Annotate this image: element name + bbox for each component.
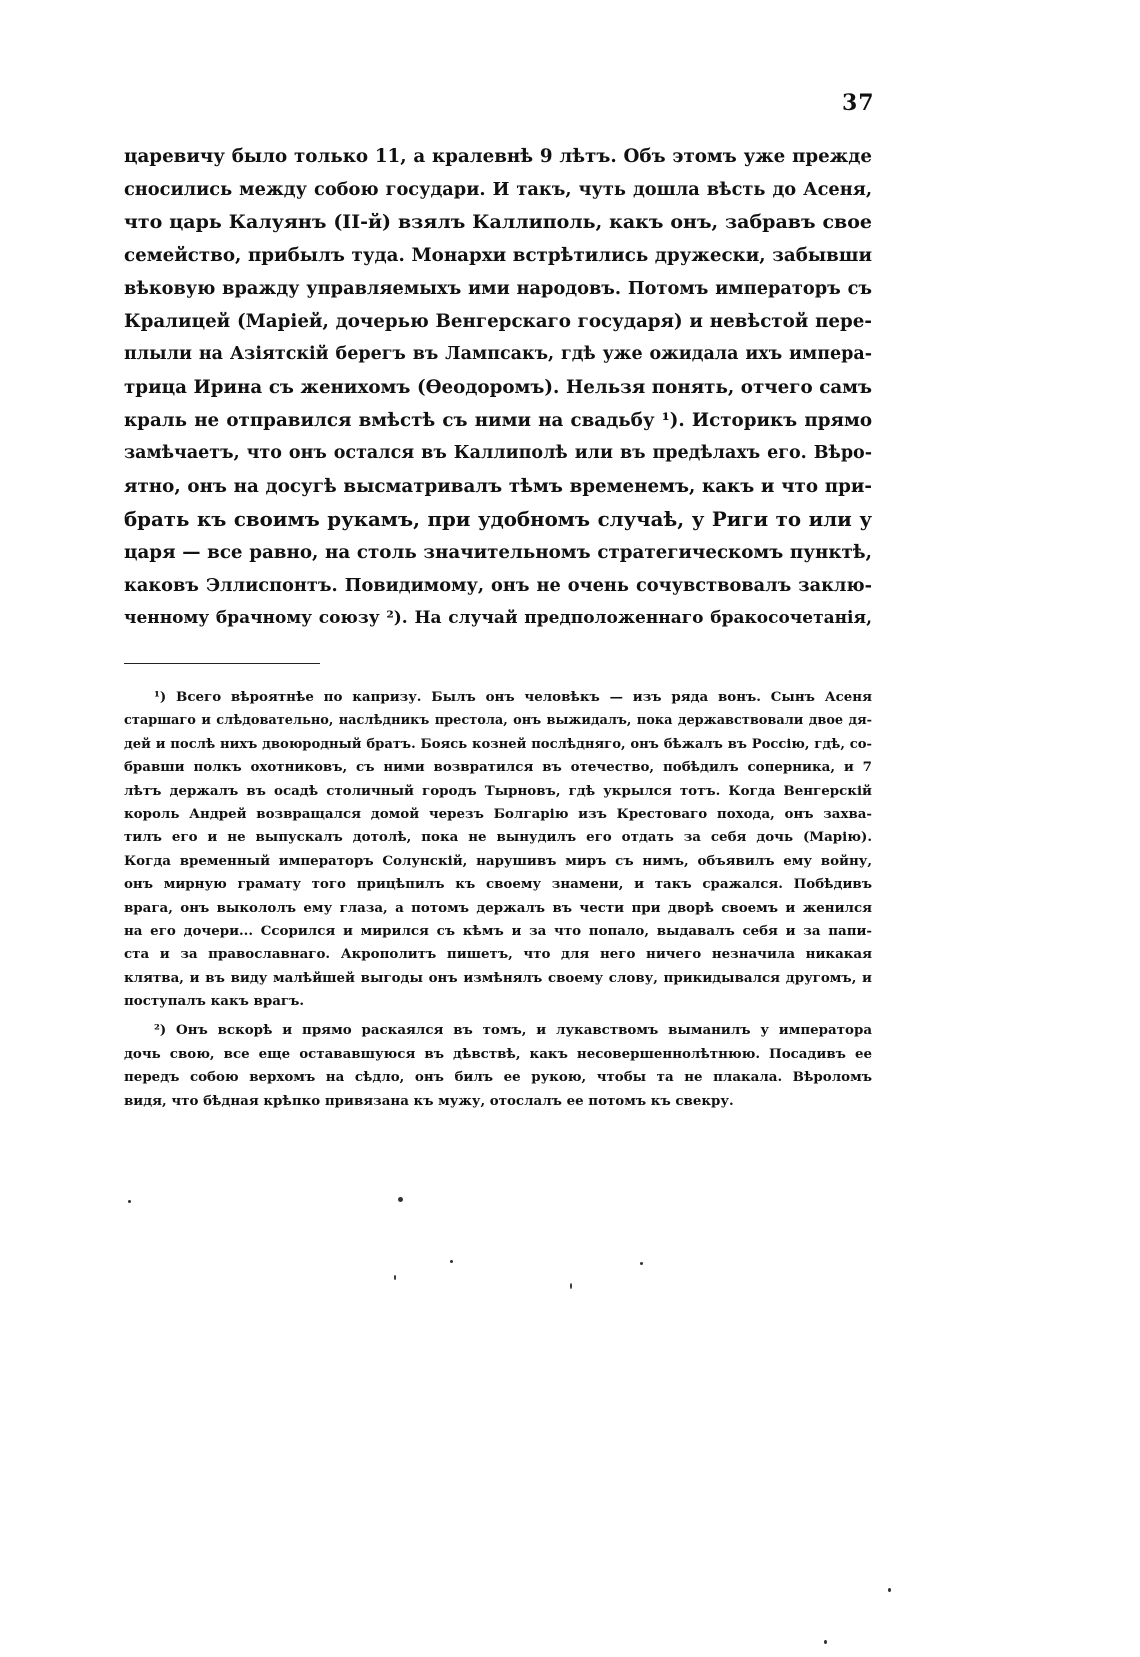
footnote-1 xyxy=(124,686,872,1013)
text-line: ятно, онъ на досугѣ высматривалъ тѣмъ временемъ, какъ и что при- xyxy=(124,476,872,497)
scan-speck xyxy=(394,1275,396,1280)
footnote-line: онъ мирную грамату того прицѣпилъ къ своему знамени, и такъ сражался. Побѣдивъ xyxy=(124,876,872,893)
text-line: брать къ своимъ рукамъ, при удобномъ случаѣ, у Риги то или у xyxy=(124,507,872,531)
main-text xyxy=(124,140,872,635)
footnote-line: дей и послѣ нихъ двоюродный братъ. Боясь козней послѣдняго, онъ бѣжалъ въ Россію, гдѣ, со- xyxy=(124,736,872,752)
scan-speck xyxy=(570,1283,572,1289)
text-line: царя — все равно, на столь значительномъ стратегическомъ пунктѣ, xyxy=(124,542,872,563)
footnote-line: ²) Онъ вскорѣ и прямо раскаялся въ томъ, и лукавствомъ выманилъ у императора xyxy=(154,1022,872,1039)
footnote-line: видя, что бѣдная крѣпко привязана къ мужу, отослалъ ее потомъ къ свекру. xyxy=(124,1092,734,1109)
footnote-separator xyxy=(124,663,320,664)
footnote-2 xyxy=(124,1019,872,1113)
footnote-line: старшаго и слѣдовательно, наслѣдникъ престола, онъ выжидалъ, пока державствовали двое дя- xyxy=(124,713,872,729)
text-line: царевичу было только 11, а кралевнѣ 9 лѣтъ. Объ этомъ уже прежде xyxy=(124,146,872,167)
scan-speck xyxy=(450,1260,453,1263)
text-line: вѣковую вражду управляемыхъ ими народовъ. Потомъ императоръ съ xyxy=(124,278,872,299)
text-line: Кралицей (Маріей, дочерью Венгерскаго государя) и невѣстой пере- xyxy=(124,311,872,332)
footnote-line: тилъ его и не выпускалъ дотолѣ, пока не вынудилъ его отдать за себя дочь (Марію). xyxy=(124,829,872,846)
footnote-line: Когда временный императоръ Солунскій, нарушивъ миръ съ нимъ, объявилъ ему войну, xyxy=(124,852,872,869)
footnote-line: дочь свою, все еще остававшуюся въ дѣвствѣ, какъ несовершеннолѣтнюю. Посадивъ ее xyxy=(124,1045,872,1062)
scan-speck xyxy=(824,1640,827,1644)
footnotes xyxy=(124,686,872,1113)
text-line: каковъ Эллиспонтъ. Повидимому, онъ не очень сочувствовалъ заклю- xyxy=(124,575,872,596)
footnote-line: на его дочери... Ссорился и мирился съ кѣмъ и за что попало, выдавалъ себя и за папи- xyxy=(124,922,872,939)
scan-speck xyxy=(398,1197,403,1202)
text-line: замѣчаетъ, что онъ остался въ Каллиполѣ или въ предѣлахъ его. Вѣро- xyxy=(124,443,872,463)
text-line: сносились между собою государи. И такъ, чуть дошла вѣсть до Асеня, xyxy=(124,179,872,200)
text-line: ченному брачному союзу ²). На случай предположеннаго бракосочетанія, xyxy=(124,608,872,628)
footnote-line: ста и за православнаго. Акрополитъ пишетъ, что для него ничего незначила никакая xyxy=(124,946,872,963)
footnote-line: врага, онъ выкололъ ему глаза, а потомъ держалъ въ чести при дворѣ своемъ и женился xyxy=(124,899,872,916)
text-line: семейство, прибылъ туда. Монархи встрѣтились дружески, забывши xyxy=(124,245,872,266)
scan-speck xyxy=(128,1200,131,1203)
text-line: плыли на Азіятскій берегъ въ Лампсакъ, гдѣ уже ожидала ихъ импера- xyxy=(124,344,872,364)
text-line: трица Ирина съ женихомъ (Ѳеодоромъ). Нельзя понять, отчего самъ xyxy=(124,377,872,398)
footnote-line: ¹) Всего вѣроятнѣе по капризу. Былъ онъ человѣкъ — изъ ряда вонъ. Сынъ Асеня xyxy=(154,689,872,705)
page-number: 37 xyxy=(842,90,875,116)
footnote-line: поступалъ какъ врагъ. xyxy=(124,993,305,1010)
footnote-line: клятва, и въ виду малѣйшей выгоды онъ измѣнялъ своему слову, прикидывался другомъ, и xyxy=(124,969,872,986)
footnote-line: бравши полкъ охотниковъ, съ ними возвратился въ отечество, побѣдилъ соперника, и 7 xyxy=(124,759,872,776)
footnote-line: передъ собою верхомъ на сѣдло, онъ билъ ее рукою, чтобы та не плакала. Вѣроломъ xyxy=(124,1069,872,1086)
footnote-line: лѣтъ держалъ въ осадѣ столичный городъ Тырновъ, гдѣ укрылся тотъ. Когда Венгерскій xyxy=(124,782,872,799)
scan-speck xyxy=(888,1588,891,1592)
footnote-line: король Андрей возвращался домой черезъ Болгарію изъ Крестоваго похода, онъ захва- xyxy=(124,805,872,822)
text-line: краль не отправился вмѣстѣ съ ними на свадьбу ¹). Историкъ прямо xyxy=(124,410,872,431)
text-line: что царь Калуянъ (II-й) взялъ Каллиполь, какъ онъ, забравъ свое xyxy=(124,211,872,233)
scan-speck xyxy=(640,1262,643,1265)
